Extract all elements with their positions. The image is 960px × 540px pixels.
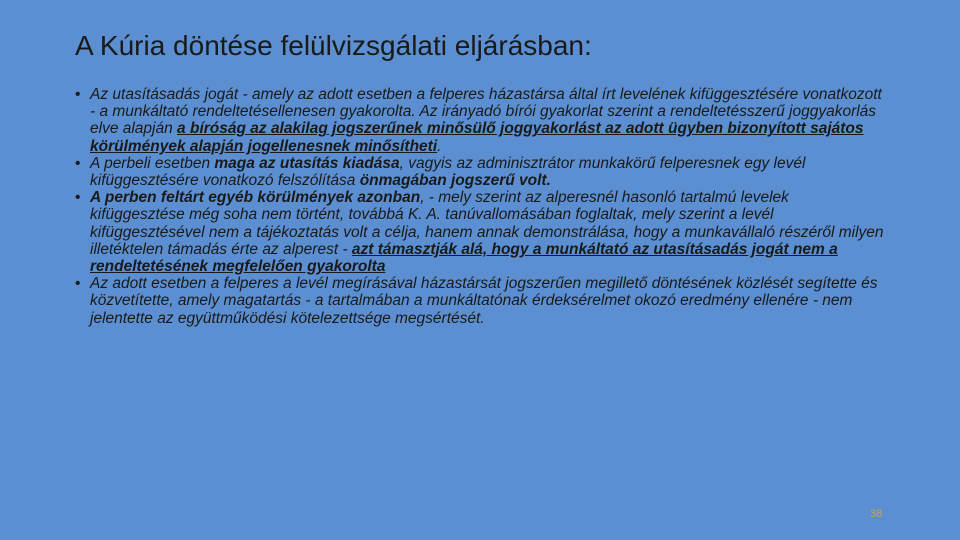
bullet-text: . xyxy=(437,137,442,155)
underlined-text: a bíróság az alakilag jogszerűnek minősülő joggyakorlást az adott ügyben bizonyított sajátos körülmények alapján jogellenesnek minősítheti xyxy=(90,120,864,155)
slide-title: A Kúria döntése felülvizsgálati eljárásban: xyxy=(75,30,592,61)
underlined-bold-text: azt támasztják alá, hogy a munkáltató az utasításadás jogát nem a rendeltetésének megfelelően gyakorolta xyxy=(90,240,838,276)
bullet-text: Az utasításadás jogát - amely az adott esetben a felperes házastársa által írt levelének kifüggesztésére vonatkozott - a munkáltató rendeltetésellenesen gyakorolta. Az irányadó bírói gyakorlat szerint a rendeltetésszerű joggyakorlás elve alapján xyxy=(90,86,882,138)
bold-text: maga az utasítás kiadása xyxy=(214,154,400,172)
bold-text: önmagában jogszerű volt. xyxy=(359,172,551,190)
page-number: 38 xyxy=(870,508,883,520)
bold-text: A perben feltárt egyéb körülmények azonban xyxy=(90,189,421,207)
bullet-list xyxy=(75,86,885,327)
bullet-text: , vagyis az adminisztrátor munkakörű felperesnek egy levél kifüggesztésére vonatkozó felszólítása xyxy=(90,154,806,190)
bullet-text: , - mely szerint az alperesnél hasonló tartalmú levelek kifüggesztése még soha nem történt, továbbá K. A. tanúvallomásában foglaltak, mely szerint a levél kifüggesztésével nem a tájékoztatás volt a célja, hanem annak demonstrálása, hogy a munkavállaló részéről milyen illetéktelen támadás érte az alperest - xyxy=(90,189,884,258)
bullet-item xyxy=(75,155,885,189)
bullet-item xyxy=(75,189,885,275)
bullet-item xyxy=(75,86,885,155)
bullet-text: Az adott esetben a felperes a levél megírásával házastársát jogszerűen megillető döntésének közlését segítette és közvetítette, amely magatartás - a tartalmában a munkáltatónak érdeksérelmet okozó eredmény ellenére - nem jelentette az együttműködési kötelezettsége megsértését. xyxy=(90,275,878,327)
bullet-item xyxy=(75,275,885,327)
bullet-text: A perbeli esetben xyxy=(90,154,215,172)
